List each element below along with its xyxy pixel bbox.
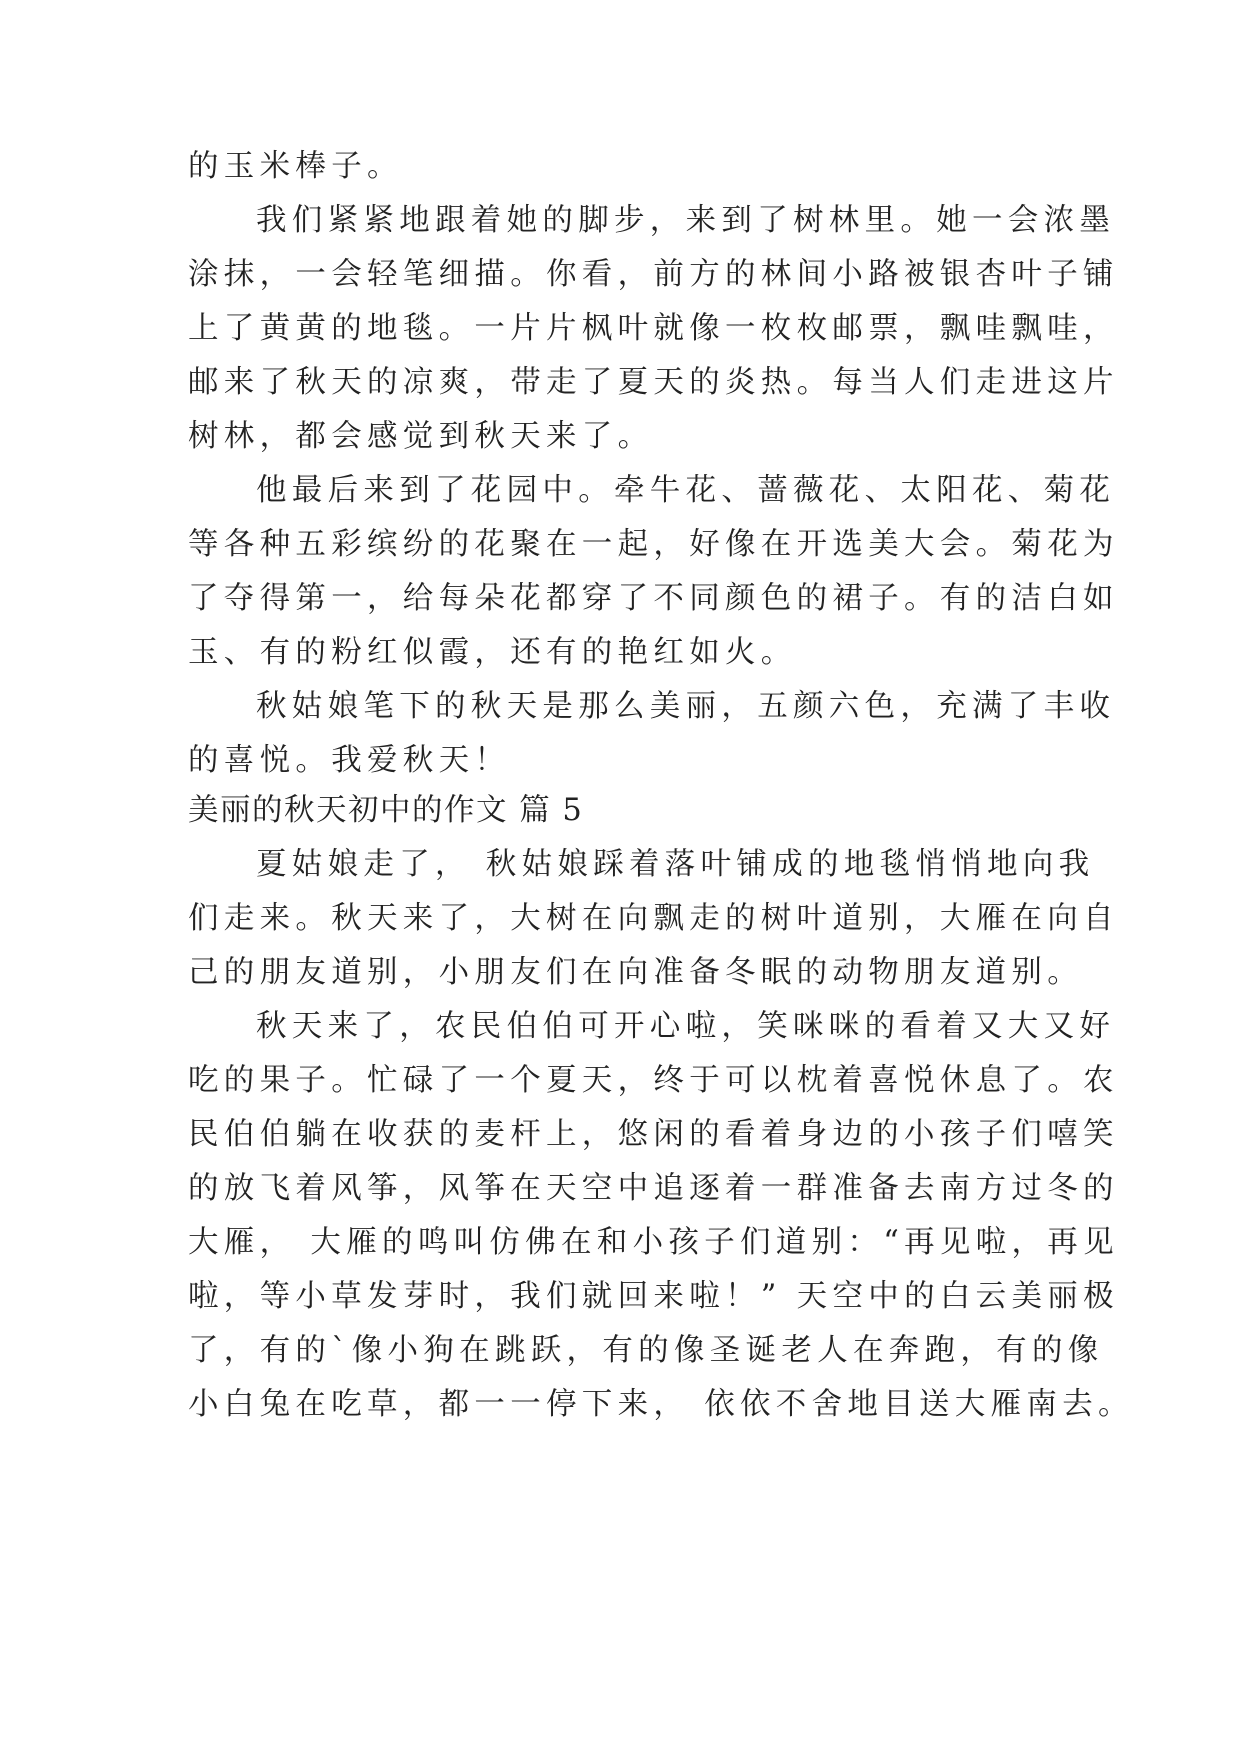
text-line: 他最后来到了花园中。牵牛花、蔷薇花、太阳花、菊花	[256, 473, 1116, 508]
text-line: 们走来。秋天来了，大树在向飘走的树叶道别，大雁在向自	[188, 901, 1119, 936]
text-line: 民伯伯躺在收获的麦杆上，悠闲的看着身边的小孩子们嘻笑	[188, 1117, 1119, 1152]
text-line: 啦，等小草发芽时，我们就回来啦！” 天空中的白云美丽极	[188, 1279, 1119, 1314]
text-line: 大雁， 大雁的鸣叫仿佛在和小孩子们道别：“再见啦，再见	[188, 1225, 1119, 1260]
text-line: 涂抹，一会轻笔细描。你看，前方的林间小路被银杏叶子铺	[188, 257, 1119, 292]
text-line: 邮来了秋天的凉爽，带走了夏天的炎热。每当人们走进这片	[188, 365, 1119, 400]
text-line: 了夺得第一，给每朵花都穿了不同颜色的裙子。有的洁白如	[188, 581, 1119, 616]
text-line: 我们紧紧地跟着她的脚步，来到了树林里。她一会浓墨	[256, 203, 1116, 238]
text-line: 玉、有的粉红似霞，还有的艳红如火。	[188, 635, 797, 670]
text-line: 树林，都会感觉到秋天来了。	[188, 419, 654, 454]
text-line: 小白兔在吃草，都一一停下来， 依依不舍地目送大雁南去。	[188, 1387, 1134, 1422]
text-line: 的喜悦。我爱秋天！	[188, 743, 511, 778]
text-line: 夏姑娘走了， 秋姑娘踩着落叶铺成的地毯悄悄地向我	[256, 847, 1095, 882]
text-line: 的放飞着风筝，风筝在天空中追逐着一群准备去南方过冬的	[188, 1171, 1119, 1206]
text-line: 吃的果子。忙碌了一个夏天，终于可以枕着喜悦休息了。农	[188, 1063, 1119, 1098]
text-line: 的玉米棒子。	[188, 149, 403, 184]
text-line: 上了黄黄的地毯。一片片枫叶就像一枚枚邮票，飘哇飘哇，	[188, 311, 1119, 346]
text-line: 秋天来了，农民伯伯可开心啦，笑咪咪的看着又大又好	[256, 1009, 1116, 1044]
text-line: 己的朋友道别，小朋友们在向准备冬眠的动物朋友道别。	[188, 955, 1083, 990]
text-line: 秋姑娘笔下的秋天是那么美丽，五颜六色，充满了丰收	[256, 689, 1116, 724]
text-line: 了，有的`像小狗在跳跃，有的像圣诞老人在奔跑，有的像	[188, 1333, 1104, 1368]
text-line: 等各种五彩缤纷的花聚在一起，好像在开选美大会。菊花为	[188, 527, 1119, 562]
section-heading: 美丽的秋天初中的作文 篇 5	[188, 793, 584, 828]
